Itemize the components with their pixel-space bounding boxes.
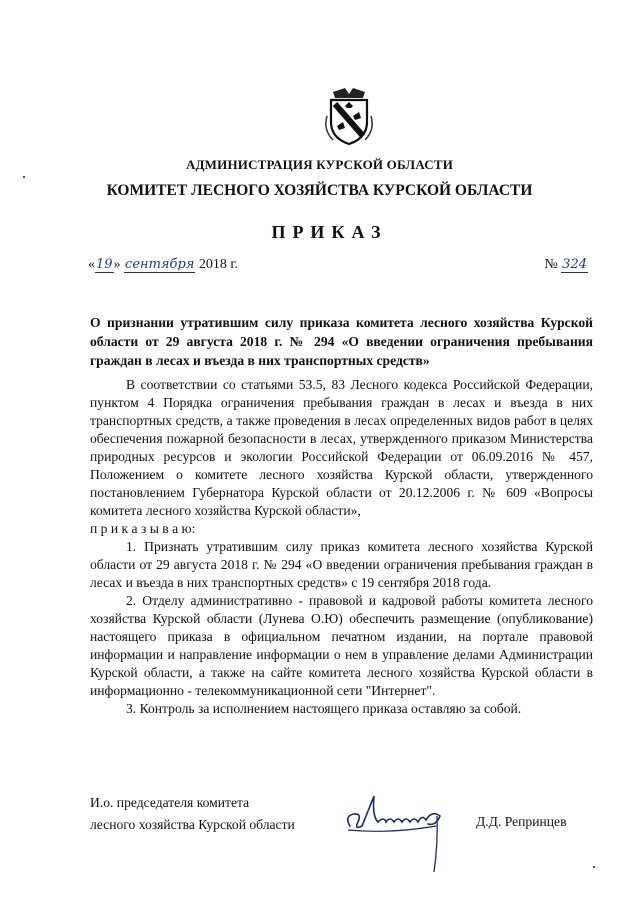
preamble-paragraph: В соответствии со статьями 53.5, 83 Лесного кодекса Российской Федерации, пунктом 4 Порядка ограничения пребывания граждан в лесах и въезда в них транспортных средств, а также проведения в лесах определенных видов работ в целях обеспечения пожарной безопасности в лесах, утвержденного приказом Министерства природных ресурсов и экологии Российской Федерации от 06.09.2016 № 457, Положением о комитете лесного хозяйства Курской области, утвержденного постановлением Губернатора Курской области от 20.12.2006 г. № 609 «Вопросы комитета лесного хозяйства Курской области», <box>90 377 593 518</box>
order-title: О признании утратившим силу приказа комитета лесного хозяйства Курской области от 29 августа 2018 г. № 294 «О введении ограничения пребывания граждан в лесах и въезда в них транспортных средств» <box>90 315 593 368</box>
margin-mark <box>23 176 25 178</box>
signatory-name: Д.Д. Репринцев <box>476 814 567 829</box>
order-body <box>90 376 593 718</box>
date-year: 2018 г. <box>198 257 239 272</box>
document-type: ПРИКАЗ <box>271 222 388 242</box>
item-2: 2. Отделу административно - правовой и кадровой работы комитета лесного хозяйства Курской области (Лунева О.Ю) обеспечить размещение (опубликование) настоящего приказа в официальном печатном издании, на портале правовой информации и направление информации о нем в управление делами Администрации Курской области, а также на сайте комитета лесного хозяйства Курской области в информационно - телекоммуникационной сети "Интернет". <box>90 593 593 698</box>
committee-title: КОМИТЕТ ЛЕСНОГО ХОЗЯЙСТВА КУРСКОЙ ОБЛАСТИ <box>106 182 533 199</box>
date-day: 19 <box>96 257 113 272</box>
date-number-row <box>88 257 588 279</box>
kursk-coat-of-arms-icon <box>323 86 375 146</box>
number-label: № <box>544 257 558 272</box>
item-1: 1. Признать утратившим силу приказ комитета лесного хозяйства Курской области от 29 августа 2018 г. № 294 «О введении ограничения пребывания граждан в лесах и въезда в них транспортных средств» с 19 сентября 2018 года. <box>90 539 593 590</box>
order-number <box>544 257 588 273</box>
number-value: 324 <box>562 257 587 272</box>
position-line-2: лесного хозяйства Курской области <box>90 817 295 832</box>
order-date: «19» сентября 2018 г. <box>88 257 239 272</box>
administration-title: АДМИНИСТРАЦИЯ КУРСКОЙ ОБЛАСТИ <box>185 157 454 172</box>
handwritten-signature-icon <box>340 786 460 876</box>
date-month: сентября <box>125 257 195 272</box>
margin-mark <box>593 866 595 868</box>
signatory-position <box>90 792 295 836</box>
item-3: 3. Контроль за исполнением настоящего приказа оставляю за собой. <box>126 701 522 716</box>
order-word: п р и к а з ы в а ю: <box>90 521 196 536</box>
position-line-1: И.о. председателя комитета <box>90 795 250 810</box>
